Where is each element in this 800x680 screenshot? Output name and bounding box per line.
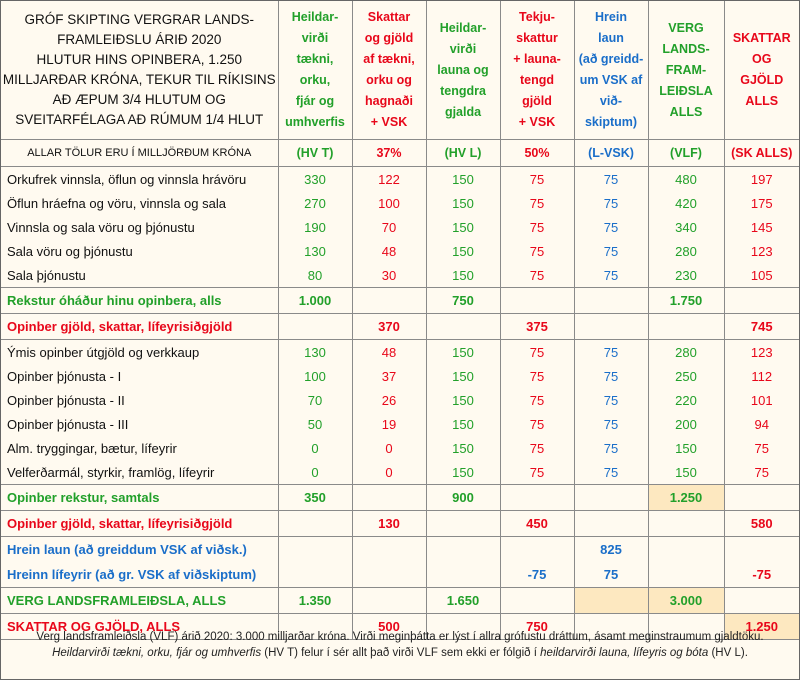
column-header-2 [426,1,500,140]
column-header-line: gjalda [444,104,482,119]
abbrev-cell: (L-VSK) [574,140,648,167]
column-header-line: FRAM- [665,62,707,77]
column-header-line: umhverfis [285,115,345,129]
data-row-cell: 150 [648,436,724,460]
data-row-cell: 48 [352,340,426,365]
units-note: ALLAR TÖLUR ERU Í MILLJÖRÐUM KRÓNA [1,140,278,167]
column-header-line: Tekju- [519,10,555,24]
data-row-cell: 122 [352,167,426,192]
column-header-line: tengdra [440,83,486,98]
summary-row-public [1,485,799,511]
data-row-cell: 37 [352,364,426,388]
column-header-line: virði [301,31,329,45]
data-row-cell: 70 [278,388,352,412]
summary-row-public-fees-2-label: Opinber gjöld, skattar, lífeyrisiðgjöld [1,511,278,537]
data-row-cell: 75 [500,388,574,412]
net-pension-row-cell: 75 [574,562,648,588]
summary-row-public-fees-2-cell [278,511,352,537]
data-row-cell: 75 [574,239,648,263]
data-row-cell: 75 [574,436,648,460]
column-header-line: Heildar- [439,20,487,35]
data-row-cell: 150 [426,340,500,365]
column-header-line: skattur [516,31,558,45]
net-pension-row [1,562,799,588]
abbrev-cell: (SK ALLS) [724,140,799,167]
data-row-cell: 280 [648,239,724,263]
data-row-cell: 123 [724,239,799,263]
column-header-line: OG [752,52,772,66]
data-row-cell: 250 [648,364,724,388]
abbrev-row [1,140,799,167]
data-row [1,191,799,215]
data-row-label: Vinnsla og sala vöru og þjónustu [7,219,195,235]
data-row [1,239,799,263]
summary-row-public-fees-cell [426,314,500,340]
data-row-cell: 175 [724,191,799,215]
data-row [1,263,799,288]
column-header-6 [724,1,799,140]
summary-row-public-fees-cell [278,314,352,340]
footnote-line-1: Verg landsframleiðsla (VLF) árið 2020: 3.000 milljarðar króna. Virði meginþátta er lýst í allra grófustu dráttum, ásamt meginstraumum gjaldtöku. [36,631,764,643]
column-header-line: (að greidd- [578,52,644,66]
data-row-cell: 340 [648,215,724,239]
net-wages-row-cell [648,537,724,563]
total-gdp-row-cell [724,588,799,614]
net-wages-row-cell: 825 [574,537,648,563]
total-gdp-row-cell: 3.000 [648,588,724,614]
data-row [1,364,799,388]
data-row-cell: 30 [352,263,426,288]
data-row-cell: 0 [352,436,426,460]
data-row-cell: 150 [426,388,500,412]
data-row-cell: 420 [648,191,724,215]
data-row-cell: 0 [278,460,352,485]
data-row-cell: 94 [724,412,799,436]
data-row-cell: 75 [574,388,648,412]
data-row-label: Velferðarmál, styrkir, framlög, lífeyrir [7,464,215,480]
net-pension-row-cell [648,562,724,588]
total-gdp-row-cell [574,588,648,614]
abbrev-cell: 50% [500,140,574,167]
column-header-line: GJÖLD [740,73,784,87]
data-row-label: Sala þjónustu [7,267,86,283]
data-row-label: Alm. tryggingar, bætur, lífeyrir [7,440,177,456]
column-header-line: Heildar- [291,10,339,24]
summary-row-public-fees-2-cell [648,511,724,537]
data-row-label: Sala vöru og þjónustu [7,243,133,259]
data-row [1,167,799,192]
data-row-cell: 75 [500,436,574,460]
summary-row-private-cell: 750 [426,288,500,314]
net-wages-row-label: Hrein laun (að greiddum VSK af viðsk.) [7,542,247,557]
total-gdp-row [1,588,799,614]
table-title [1,1,278,140]
net-pension-row-cell [278,562,352,588]
title-line: SVEITARFÉLAGA AÐ RÚMUM 1/4 HLUT [15,112,264,127]
data-row-cell: 75 [574,340,648,365]
data-row-cell: 75 [574,263,648,288]
column-header-line: um VSK af [579,73,643,87]
data-row-cell: 80 [278,263,352,288]
data-row [1,436,799,460]
data-row-cell: 150 [426,263,500,288]
data-row-cell: 105 [724,263,799,288]
data-row-cell: 75 [500,340,574,365]
summary-row-public-cell [500,485,574,511]
column-header-line: laun [598,31,624,45]
summary-row-public-fees-cell [648,314,724,340]
summary-row-public-fees-2-cell: 580 [724,511,799,537]
data-row-cell: 75 [500,460,574,485]
data-row-cell: 150 [426,215,500,239]
summary-row-public-cell [574,485,648,511]
data-row-cell: 150 [426,167,500,192]
data-row-cell: 75 [574,460,648,485]
column-header-5 [648,1,724,140]
summary-row-private [1,288,799,314]
net-wages-row-cell [724,537,799,563]
column-header-line: virði [449,41,477,56]
column-header-3 [500,1,574,140]
data-row-cell: 145 [724,215,799,239]
summary-row-public-fees-2-cell [426,511,500,537]
data-row-cell: 75 [500,191,574,215]
abbrev-cell: (HV L) [426,140,500,167]
total-taxes-row-cell: 750 [500,614,574,640]
data-row-cell: 270 [278,191,352,215]
data-row-cell: 190 [278,215,352,239]
data-row-cell: 101 [724,388,799,412]
summary-row-public-cell: 1.250 [648,485,724,511]
data-row-cell: 220 [648,388,724,412]
column-header-line: VERG [668,20,704,35]
column-header-line: af tækni, [363,52,415,66]
summary-row-public-fees-label: Opinber gjöld, skattar, lífeyrisiðgjöld [1,314,278,340]
data-row-cell: 26 [352,388,426,412]
total-gdp-row-label: VERG LANDSFRAMLEIÐSLA, ALLS [1,588,278,614]
data-row-cell: 280 [648,340,724,365]
title-line: FRAMLEIÐSLU ÁRIÐ 2020 [57,32,222,47]
net-wages-row-cell [500,537,574,563]
title-line: HLUTUR HINS OPINBERA, 1.250 [36,52,243,67]
column-header-line: SKATTAR [732,31,791,45]
data-row-label: Opinber þjónusta - II [7,392,125,408]
data-row [1,412,799,436]
data-row [1,460,799,485]
abbrev-cell: (VLF) [648,140,724,167]
footnote-hvt-term: Heildarvirði tækni, orku, fjár og umhverfis [52,647,262,659]
data-row-cell: 75 [724,436,799,460]
data-row-cell: 0 [352,460,426,485]
data-row-cell: 150 [426,412,500,436]
summary-row-private-cell: 1.750 [648,288,724,314]
data-row-cell: 19 [352,412,426,436]
column-header-line: LEIÐSLA [659,83,713,98]
data-row-cell: 150 [426,364,500,388]
summary-row-public-fees-cell: 745 [724,314,799,340]
net-pension-row-cell: -75 [724,562,799,588]
data-row-cell: 50 [278,412,352,436]
header-row [1,1,799,140]
data-row [1,388,799,412]
column-header-line: tengd [519,73,555,87]
total-taxes-row-cell: 500 [352,614,426,640]
column-header-line: Hrein [595,10,627,24]
net-wages-row-cell [426,537,500,563]
summary-row-private-cell: 1.000 [278,288,352,314]
footnote-end: (HV L). [708,647,748,659]
data-row-cell: 480 [648,167,724,192]
abbrev-cell: 37% [352,140,426,167]
column-header-line: við- [599,94,623,108]
column-header-line: skiptum) [584,115,638,129]
summary-row-public-fees [1,314,799,340]
data-row-label: Öflun hráefna og vöru, vinnsla og sala [7,195,226,211]
data-row-cell: 150 [648,460,724,485]
data-row-cell: 150 [426,436,500,460]
abbrev-cell: (HV T) [278,140,352,167]
data-row-cell: 150 [426,191,500,215]
total-gdp-row-cell: 1.650 [426,588,500,614]
data-row-cell: 75 [500,239,574,263]
column-header-line: + launa- [513,52,561,66]
data-row-cell: 75 [724,460,799,485]
column-header-line: gjöld [522,94,552,108]
net-pension-row-cell [426,562,500,588]
summary-row-private-cell [724,288,799,314]
net-pension-row-label: Hreinn lífeyrir (að gr. VSK af viðskiptum) [1,562,278,588]
net-wages-row-cell [352,537,426,563]
total-taxes-row-label: SKATTAR OG GJÖLD, ALLS [1,614,278,640]
summary-row-public-fees-2-cell [574,511,648,537]
column-header-line: ALLS [745,94,779,108]
data-row-cell: 200 [648,412,724,436]
title-line: GRÓF SKIPTING VERGRAR LANDS- [24,12,255,27]
summary-row-public-fees-2-cell: 450 [500,511,574,537]
footnote-hvl-term: heildarvirði launa, lífeyris og bóta [540,647,709,659]
summary-row-public-fees-cell: 370 [352,314,426,340]
total-gdp-row-cell [500,588,574,614]
data-row-cell: 75 [574,364,648,388]
summary-row-public-fees-2 [1,511,799,537]
summary-row-public-fees-cell [574,314,648,340]
data-row-cell: 75 [500,263,574,288]
summary-row-public-label: Opinber rekstur, samtals [1,485,278,511]
net-wages-row [1,537,799,563]
data-row-cell: 230 [648,263,724,288]
data-row-cell: 150 [426,239,500,263]
data-row-label: Orkufrek vinnsla, öflun og vinnsla hrávöru [7,171,247,187]
data-row-cell: 130 [278,340,352,365]
column-header-line: + VSK [518,115,556,129]
title-line: AÐ ÆPUM 3/4 HLUTUM OG [52,92,226,107]
summary-row-public-cell [352,485,426,511]
summary-row-private-cell [500,288,574,314]
column-header-0 [278,1,352,140]
footnote-line-2 [1,645,799,661]
summary-row-public-cell: 350 [278,485,352,511]
column-header-line: launa og [437,62,489,77]
data-row-cell: 75 [500,364,574,388]
data-row-cell: 100 [278,364,352,388]
data-row-label: Ýmis opinber útgjöld og verkkaup [7,344,200,360]
data-row-cell: 75 [500,215,574,239]
column-header-line: og gjöld [364,31,414,45]
summary-row-private-cell [352,288,426,314]
data-row-cell: 0 [278,436,352,460]
column-header-4 [574,1,648,140]
data-row-cell: 130 [278,239,352,263]
column-header-line: orku, [299,73,331,87]
data-row [1,215,799,239]
data-row-label: Opinber þjónusta - III [7,416,129,432]
data-row-cell: 150 [426,460,500,485]
data-row-cell: 100 [352,191,426,215]
data-row-cell: 75 [574,412,648,436]
data-row-label: Opinber þjónusta - I [7,368,122,384]
column-header-1 [352,1,426,140]
column-header-line: Skattar [367,10,411,24]
footnote [1,629,799,679]
total-taxes-row-cell: 1.250 [724,614,799,640]
data-row-cell: 197 [724,167,799,192]
column-header-line: ALLS [669,104,703,119]
column-header-line: LANDS- [662,41,710,56]
data-row-cell: 75 [574,191,648,215]
data-row-cell: 75 [574,167,648,192]
net-wages-row-cell [278,537,352,563]
data-row-cell: 75 [574,215,648,239]
footnote-mid: (HV T) felur í sér allt það virði VLF sem ekki er fólgið í [261,647,541,659]
data-row-cell: 70 [352,215,426,239]
data-row-cell: 75 [500,167,574,192]
data-row-cell: 112 [724,364,799,388]
summary-row-public-fees-2-cell: 130 [352,511,426,537]
summary-row-public-cell [724,485,799,511]
title-line: MILLJARÐAR KRÓNA, TEKUR TIL RÍKISINS [2,72,276,87]
total-gdp-row-cell: 1.350 [278,588,352,614]
column-header-line: hagnaði [365,94,413,108]
net-pension-row-cell [352,562,426,588]
gdp-table [1,1,799,640]
column-header-line: orku og [366,73,412,87]
column-header-line: + VSK [370,115,408,129]
data-row [1,340,799,365]
summary-row-private-cell [574,288,648,314]
total-gdp-row-cell [352,588,426,614]
data-row-cell: 330 [278,167,352,192]
data-row-cell: 48 [352,239,426,263]
summary-row-public-fees-cell: 375 [500,314,574,340]
net-pension-row-cell: -75 [500,562,574,588]
data-row-cell: 123 [724,340,799,365]
data-row-cell: 75 [500,412,574,436]
summary-row-public-cell: 900 [426,485,500,511]
summary-row-private-label: Rekstur óháður hinu opinbera, alls [1,288,278,314]
column-header-line: fjár og [295,94,335,108]
column-header-line: tækni, [296,52,334,66]
